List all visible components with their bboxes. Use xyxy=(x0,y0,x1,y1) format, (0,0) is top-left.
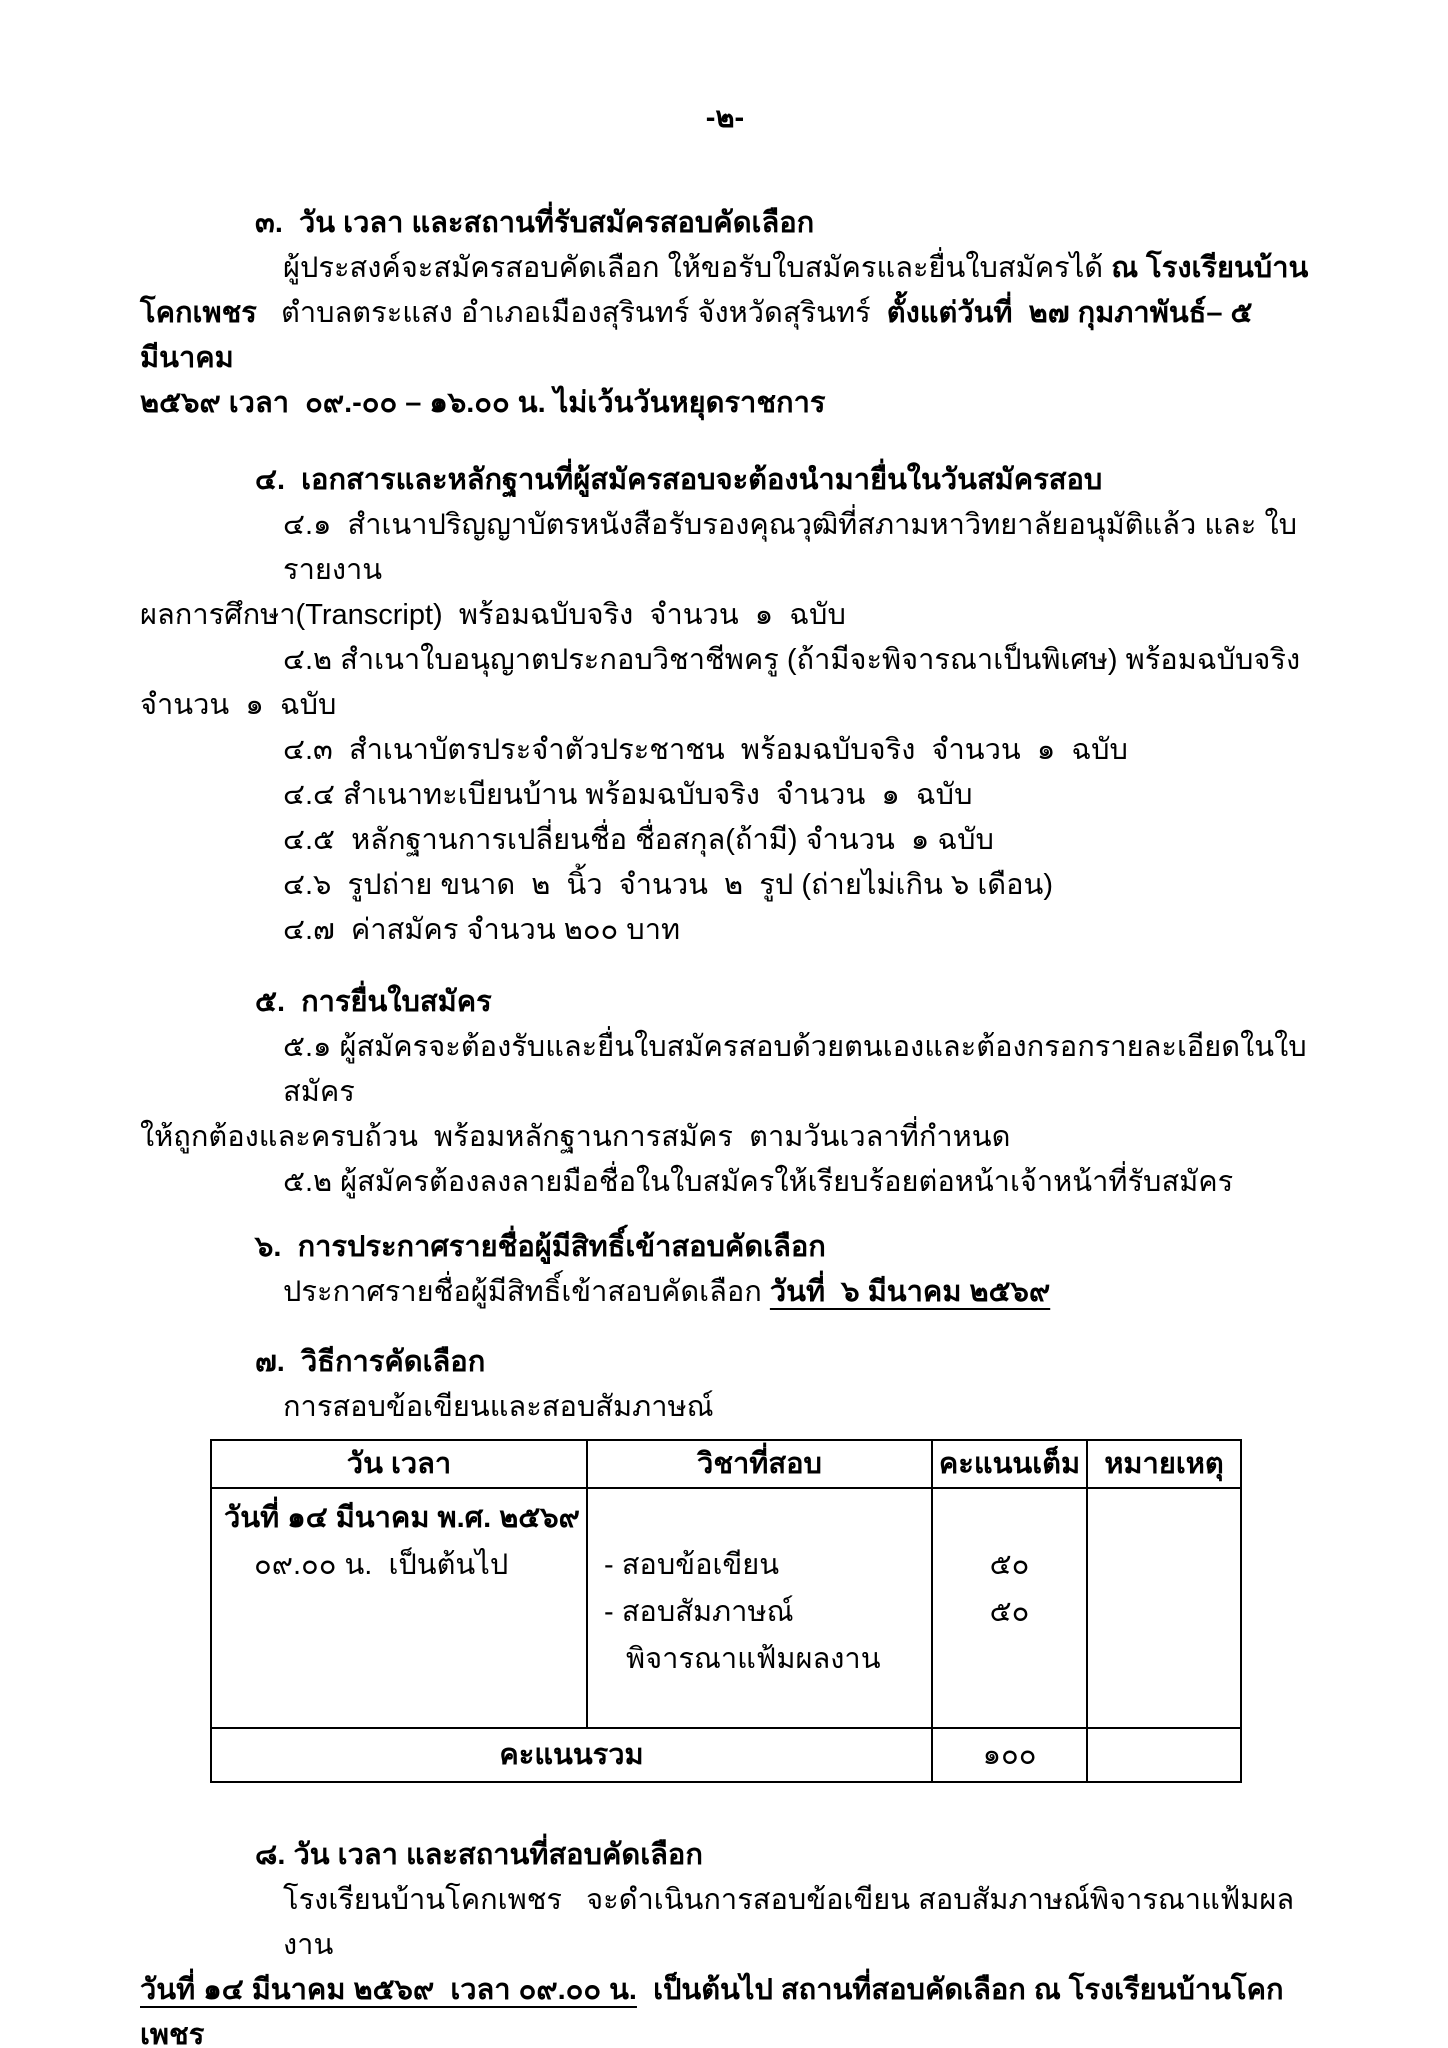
section-5-item-5-1-cont: ให้ถูกต้องและครบถ้วน พร้อมหลักฐานการสมัคร ตามวันเวลาที่กำหนด xyxy=(140,1121,1011,1153)
section-8-exam-datetime: วันที่ ๑๔ มีนาคม ๒๕๖๙ เวลา ๐๙.๐๐ น. xyxy=(140,1974,637,2006)
table-header-datetime: วัน เวลา xyxy=(211,1440,587,1488)
section-4-item-4-6: ๔.๖ รูปถ่าย ขนาด ๒ นิ้ว จำนวน ๒ รูป (ถ่ายไม่เกิน ๖ เดือน) xyxy=(283,869,1053,901)
section-5-heading: ๕. การยื่นใบสมัคร xyxy=(255,986,492,1018)
page-number: -๒- xyxy=(705,102,745,134)
subject-spacer xyxy=(604,1495,931,1542)
section-6-heading: ๖. การประกาศรายชื่อผู้มีสิทธิ์เข้าสอบคัดเลือก xyxy=(255,1231,826,1263)
exam-date: วันที่ ๑๔ มีนาคม พ.ศ. ๒๕๖๙ xyxy=(224,1502,580,1534)
section-3-line-1-bold: ณ โรงเรียนบ้าน xyxy=(1111,252,1309,284)
subject-interview: - สอบสัมภาษณ์ xyxy=(604,1596,794,1628)
score-spacer xyxy=(933,1495,1086,1542)
table-header-row xyxy=(211,1440,1241,1488)
section-6-line xyxy=(140,1270,1310,1315)
total-score-label: คะแนนรวม xyxy=(211,1728,932,1782)
section-4-item-4-1-cont: ผลการศึกษา(Transcript) พร้อมฉบับจริง จำนวน ๑ ฉบับ xyxy=(140,599,846,631)
total-remark-cell xyxy=(1087,1728,1241,1782)
table-total-row xyxy=(211,1728,1241,1782)
table-body-row xyxy=(211,1488,1241,1728)
section-7 xyxy=(140,1340,1310,1783)
section-3-line-2-bold1: โคกเพชร xyxy=(140,297,257,329)
section-3-line-2-bold2: ตั้งแต่วันที่ ๒๗ กุมภาพันธ์– ๕ มีนาคม xyxy=(140,297,1261,374)
section-3-line-2 xyxy=(140,291,1310,381)
section-3-line-1 xyxy=(140,246,1310,291)
subject-portfolio: พิจารณาแฟ้มผลงาน xyxy=(626,1643,881,1675)
section-6 xyxy=(140,1225,1310,1315)
score-written: ๕๐ xyxy=(989,1549,1030,1581)
section-4-heading: ๔. เอกสารและหลักฐานที่ผู้สมัครสอบจะต้องนำมายื่นในวันสมัครสอบ xyxy=(255,464,1103,496)
section-4 xyxy=(140,458,1310,953)
table-header-score: คะแนนเต็ม xyxy=(932,1440,1087,1488)
section-5-item-5-1: ๕.๑ ผู้สมัครจะต้องรับและยื่นใบสมัครสอบด้วยตนเองและต้องกรอกรายละเอียดในใบสมัคร xyxy=(283,1031,1307,1108)
section-4-item-4-7: ๔.๗ ค่าสมัคร จำนวน ๒๐๐ บาท xyxy=(283,914,681,946)
total-score-value: ๑๐๐ xyxy=(932,1728,1087,1782)
section-8-heading: ๘. วัน เวลา และสถานที่สอบคัดเลือก xyxy=(255,1839,703,1871)
section-8-line-2 xyxy=(140,1968,1310,2048)
section-4-item-4-2: ๔.๒ สำเนาใบอนุญาตประกอบวิชาชีพครู (ถ้ามีจะพิจารณาเป็นพิเศษ) พร้อมฉบับจริง xyxy=(283,644,1301,676)
section-6-announce-date: วันที่ ๖ มีนาคม ๒๕๖๙ xyxy=(769,1276,1051,1308)
table-header-subject: วิชาที่สอบ xyxy=(587,1440,932,1488)
section-3 xyxy=(140,201,1310,426)
section-4-item-4-4: ๔.๔ สำเนาทะเบียนบ้าน พร้อมฉบับจริง จำนวน ๑ ฉบับ xyxy=(283,779,973,811)
score-interview: ๕๐ xyxy=(989,1596,1030,1628)
section-3-line-3: ๒๕๖๙ เวลา ๐๙.-๐๐ – ๑๖.๐๐ น. ไม่เว้นวันหยุดราชการ xyxy=(140,387,826,419)
subject-written: - สอบข้อเขียน xyxy=(604,1549,780,1581)
table-cell-remark xyxy=(1087,1488,1241,1728)
section-8-line-1: โรงเรียนบ้านโคกเพชร จะดำเนินการสอบข้อเขียน สอบสัมภาษณ์พิจารณาแฟ้มผลงาน xyxy=(283,1884,1295,1961)
exam-time: ๐๙.๐๐ น. เป็นต้นไป xyxy=(254,1549,509,1581)
section-6-line-text: ประกาศรายชื่อผู้มีสิทธิ์เข้าสอบคัดเลือก xyxy=(283,1276,770,1308)
section-3-line-2-text: ตำบลตระแสง อำเภอเมืองสุรินทร์ จังหวัดสุรินทร์ xyxy=(256,297,887,329)
table-header-remark: หมายเหตุ xyxy=(1087,1440,1241,1488)
exam-schedule-table xyxy=(210,1439,1242,1783)
table-cell-datetime xyxy=(211,1488,587,1728)
section-4-item-4-1: ๔.๑ สำเนาปริญญาบัตรหนังสือรับรองคุณวุฒิที่สภามหาวิทยาลัยอนุมัติแล้ว และ ใบรายงาน xyxy=(283,509,1298,586)
section-7-heading: ๗. วิธีการคัดเลือก xyxy=(255,1346,486,1378)
section-3-heading: ๓. วัน เวลา และสถานที่รับสมัครสอบคัดเลือก xyxy=(255,207,815,239)
section-7-intro: การสอบข้อเขียนและสอบสัมภาษณ์ xyxy=(283,1391,714,1423)
table-cell-scores xyxy=(932,1488,1087,1728)
table-cell-subjects xyxy=(587,1488,932,1728)
section-3-line-1-text: ผู้ประสงค์จะสมัครสอบคัดเลือก ให้ขอรับใบสมัครและยื่นใบสมัครได้ xyxy=(283,252,1112,284)
section-8 xyxy=(140,1833,1310,2048)
section-8-exam-place: เป็นต้นไป สถานที่สอบคัดเลือก ณ โรงเรียนบ้านโคกเพชร xyxy=(140,1974,1284,2048)
section-5 xyxy=(140,980,1310,1205)
section-4-item-4-2-cont: จำนวน ๑ ฉบับ xyxy=(140,689,337,721)
section-4-item-4-5: ๔.๕ หลักฐานการเปลี่ยนชื่อ ชื่อสกุล(ถ้ามี) จำนวน ๑ ฉบับ xyxy=(283,824,994,856)
section-4-item-4-3: ๔.๓ สำเนาบัตรประจำตัวประชาชน พร้อมฉบับจริง จำนวน ๑ ฉบับ xyxy=(283,734,1128,766)
section-5-item-5-2: ๕.๒ ผู้สมัครต้องลงลายมือชื่อในใบสมัครให้เรียบร้อยต่อหน้าเจ้าหน้าที่รับสมัคร xyxy=(283,1166,1234,1198)
